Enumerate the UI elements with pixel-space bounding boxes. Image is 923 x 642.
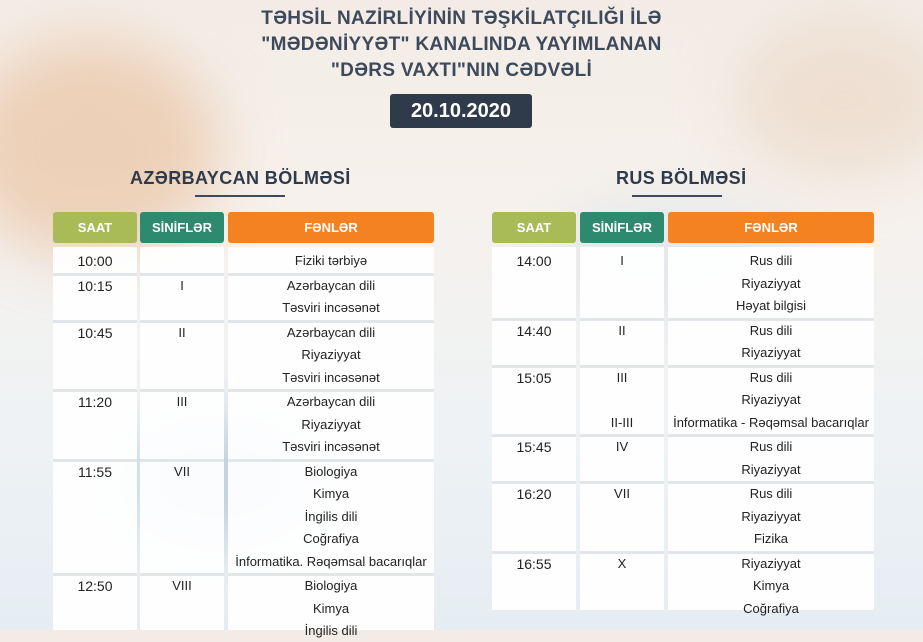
time-cell: 15:05 bbox=[516, 369, 552, 386]
class-cell: I bbox=[180, 277, 184, 293]
subject-cell: Riyaziyyat bbox=[741, 345, 801, 360]
time-cell: 14:40 bbox=[516, 322, 552, 339]
subject-cell: Rus dili bbox=[749, 322, 793, 338]
class-cell: II bbox=[618, 322, 626, 338]
class-cell: IV bbox=[615, 439, 629, 454]
time-cell: 16:20 bbox=[516, 486, 552, 502]
subject-cell: İnformatika. Rəqəmsal bacarıqlar bbox=[235, 553, 427, 569]
class-cell: II bbox=[178, 324, 186, 340]
time-cell: 12:50 bbox=[77, 578, 113, 594]
az-saat-column bbox=[53, 247, 137, 630]
subject-cell: Kimya bbox=[312, 486, 350, 501]
time-cell: 16:55 bbox=[516, 555, 552, 572]
subject-cell: Riyaziyyat bbox=[741, 275, 801, 291]
subject-cell: Fizika bbox=[754, 531, 788, 546]
subject-cell: İnformatika - Rəqəmsal bacarıqlar bbox=[673, 414, 869, 430]
ru-fenler-column bbox=[668, 247, 874, 616]
class-cell: I bbox=[620, 253, 624, 268]
subject-cell: Riyaziyyat bbox=[301, 347, 361, 362]
class-cell: VIII bbox=[172, 578, 192, 593]
subject-cell: Biologiya bbox=[304, 578, 358, 593]
az-sinifler-column bbox=[140, 247, 224, 630]
subject-cell: Həyat bilgisi bbox=[735, 298, 807, 313]
subject-cell: Coğrafiya bbox=[743, 600, 799, 616]
time-cell: 11:55 bbox=[78, 463, 112, 480]
subject-cell: Biologiya bbox=[304, 463, 358, 479]
time-cell: 15:45 bbox=[516, 439, 552, 455]
class-cell: III bbox=[616, 369, 628, 385]
subject-cell: Riyaziyyat bbox=[741, 555, 801, 571]
class-cell: III bbox=[176, 394, 188, 409]
subject-cell: Kimya bbox=[752, 578, 790, 593]
ru-section-title: RUS BÖLMƏSİ bbox=[616, 168, 747, 188]
subject-cell: Azərbaycan dili bbox=[286, 394, 376, 409]
subject-cell: Coğrafiya bbox=[303, 531, 359, 546]
class-cell: VII bbox=[174, 463, 190, 479]
time-cell: 10:15 bbox=[77, 277, 113, 294]
class-cell: X bbox=[617, 555, 627, 571]
subject-cell: Azərbaycan dili bbox=[286, 277, 376, 293]
subject-cell: Kimya bbox=[312, 600, 350, 616]
subject-cell: Rus dili bbox=[749, 486, 793, 501]
subject-cell: Təsviri incəsənət bbox=[282, 439, 380, 454]
date-badge: 20.10.2020 bbox=[390, 94, 532, 128]
subject-cell: Riyaziyyat bbox=[301, 416, 361, 432]
ru-section-underline bbox=[632, 195, 722, 197]
title-line-3: "DƏRS VAXTI"NIN CƏDVƏLİ bbox=[330, 60, 593, 81]
ru-saat-column bbox=[492, 247, 576, 610]
az-header-saat: SAAT bbox=[53, 212, 137, 243]
subject-cell: Riyaziyyat bbox=[741, 461, 801, 477]
class-cell: II-III bbox=[610, 414, 634, 430]
subject-cell: İngilis dili bbox=[304, 508, 358, 524]
title-line-2: "MƏDƏNİYYƏT" KANALINDA YAYIMLANAN bbox=[261, 34, 662, 55]
az-fenler-column bbox=[228, 247, 434, 638]
subject-cell: Rus dili bbox=[749, 439, 793, 454]
ru-header-saat: SAAT bbox=[492, 212, 576, 243]
subject-cell: Təsviri incəsənət bbox=[282, 369, 380, 385]
subject-cell: Fiziki tərbiyə bbox=[294, 253, 368, 268]
ru-header-fenler: FƏNLƏR bbox=[668, 212, 874, 243]
ru-sinifler-column bbox=[580, 247, 664, 610]
ru-header-sinifler: SİNİFLƏR bbox=[580, 212, 664, 243]
page-title bbox=[0, 6, 923, 84]
subject-cell: İngilis dili bbox=[304, 623, 358, 638]
subject-cell: Riyaziyyat bbox=[741, 508, 801, 524]
az-section-title: AZƏRBAYCAN BÖLMƏSİ bbox=[130, 168, 351, 188]
subject-cell: Rus dili bbox=[749, 369, 793, 385]
title-line-1: TƏHSİL NAZİRLİYİNİN TƏŞKİLATÇILIĞI İLƏ bbox=[261, 8, 662, 29]
time-cell: 11:20 bbox=[78, 394, 112, 410]
az-section-underline bbox=[195, 195, 285, 197]
time-cell: 14:00 bbox=[516, 253, 552, 269]
subject-cell: Rus dili bbox=[749, 253, 793, 268]
subject-cell: Riyaziyyat bbox=[741, 392, 801, 407]
az-header-fenler: FƏNLƏR bbox=[228, 212, 434, 243]
az-header-sinifler: SİNİFLƏR bbox=[140, 212, 224, 243]
class-cell: VII bbox=[614, 486, 630, 501]
time-cell: 10:00 bbox=[77, 253, 113, 269]
subject-cell: Azərbaycan dili bbox=[286, 324, 376, 340]
subject-cell: Təsviri incəsənət bbox=[282, 300, 380, 315]
time-cell: 10:45 bbox=[77, 324, 113, 341]
